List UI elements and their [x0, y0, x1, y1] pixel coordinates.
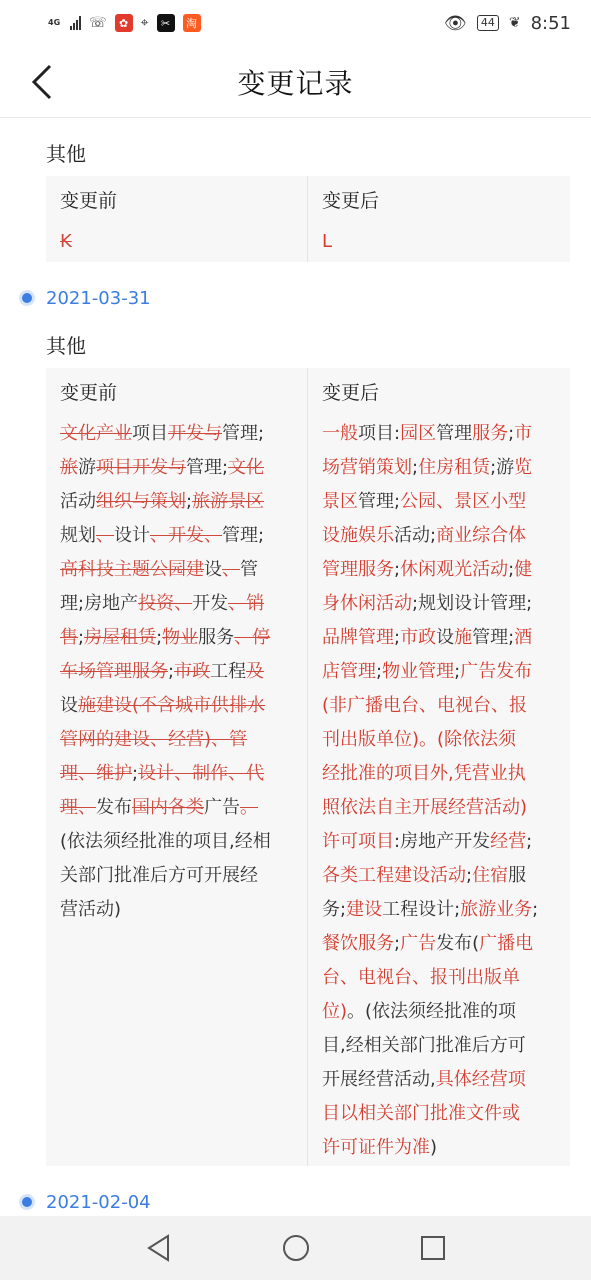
capcut-icon: ✂ [157, 14, 175, 32]
text-line [60, 587, 293, 621]
unchanged-text: 广告 [204, 797, 240, 818]
text-line [322, 723, 556, 757]
unchanged-text: 理;房地产 [60, 593, 139, 614]
deleted-text: 物业 [162, 627, 199, 648]
deleted-text: 设计、制作、代 [138, 763, 265, 784]
text-line [322, 417, 556, 451]
before-text [60, 417, 293, 927]
page-title: 变更记录 [237, 66, 354, 100]
text-line [322, 485, 556, 519]
unchanged-text: 规划 [60, 525, 96, 546]
unchanged-text: ; [532, 899, 539, 920]
status-icons-right [444, 13, 571, 34]
network-type-label: 4G [48, 18, 61, 27]
after-text [322, 417, 556, 1165]
before-header: 变更前 [60, 190, 118, 212]
record-date: 2021-03-31 [46, 288, 151, 309]
added-text: 经批准的项目外,凭营业执 [322, 763, 526, 784]
text-line [322, 1029, 556, 1063]
text-line [322, 1097, 556, 1131]
deleted-text: 、 [222, 559, 240, 580]
before-column [46, 176, 308, 262]
change-table [46, 176, 570, 262]
nav-home-button[interactable] [276, 1228, 316, 1268]
unchanged-text: 管理; [472, 627, 515, 648]
unchanged-text: ; [508, 423, 515, 444]
unchanged-text: 服 [508, 865, 527, 886]
text-line [60, 757, 293, 791]
square-recents-icon [420, 1235, 446, 1261]
text-line [322, 451, 556, 485]
unchanged-text: 服务 [198, 627, 235, 648]
deleted-text: 。 [240, 797, 258, 818]
text-line [60, 553, 293, 587]
added-text: 服务 [472, 423, 509, 444]
unchanged-text: ; [394, 627, 401, 648]
after-column [308, 176, 570, 262]
timeline-dot [22, 1197, 32, 1207]
unchanged-text: ; [394, 559, 401, 580]
change-table [46, 368, 570, 1166]
added-text: 住宿 [472, 865, 509, 886]
system-nav-bar [0, 1216, 591, 1280]
text-line [322, 1063, 556, 1097]
unchanged-text: :房地产开发 [394, 831, 491, 852]
clock-time: 8:51 [530, 12, 571, 34]
text-line [60, 621, 293, 655]
added-text: 许可证件为准 [322, 1137, 430, 1158]
unchanged-text: 开展经营活动, [322, 1069, 436, 1090]
status-bar [0, 0, 591, 46]
unchanged-text: 发布 [96, 797, 132, 818]
eye-comfort-icon: 👁 [443, 12, 467, 34]
unchanged-text: ; [466, 865, 473, 886]
unchanged-text: 开发 [192, 593, 229, 614]
deleted-text: 售 [60, 627, 78, 648]
unchanged-text: 设 [204, 559, 222, 580]
deleted-text: 及 [246, 661, 265, 682]
added-text: 具体经营项 [435, 1069, 526, 1090]
unchanged-text: ; [78, 627, 85, 648]
unchanged-text: 管理; [222, 423, 265, 444]
unchanged-text: 设计 [114, 525, 150, 546]
deleted-text: 市政 [174, 661, 211, 682]
added-text: 公园、景区小型 [400, 491, 527, 512]
added-text: 店管理 [322, 661, 376, 682]
added-text: 市政 [400, 627, 437, 648]
text-line [60, 451, 293, 485]
deleted-text: 高科技主题公园建 [60, 559, 204, 580]
text-line [322, 621, 556, 655]
circle-home-icon [282, 1234, 310, 1262]
nav-recents-button[interactable] [413, 1228, 453, 1268]
triangle-back-icon [146, 1234, 172, 1262]
added-text: 广播电 [479, 933, 534, 954]
unchanged-text: 设 [60, 695, 78, 716]
app-header [0, 46, 591, 118]
text-line [322, 519, 556, 553]
deleted-text: 管网的建设、经营)、管 [60, 729, 248, 750]
unchanged-text: 管理; [358, 491, 401, 512]
after-header: 变更后 [322, 382, 380, 404]
deleted-text: 、停 [234, 627, 271, 648]
deleted-text: 开发与 [168, 423, 222, 444]
added-text: (非广播电台、电视台、报 [322, 695, 528, 716]
added-text: 餐饮服务 [322, 933, 394, 954]
added-text: 品牌管理 [322, 627, 394, 648]
added-text: 管理服务 [322, 559, 394, 580]
unchanged-text: 管 [240, 559, 258, 580]
deleted-text: 、 [96, 525, 114, 546]
added-text: 广告发布 [460, 661, 533, 682]
unchanged-text: ; [156, 627, 163, 648]
record-category: 其他 [46, 142, 86, 166]
before-column [46, 368, 308, 1166]
unchanged-text: 项目: [358, 423, 401, 444]
unchanged-text: 管理 [436, 423, 473, 444]
deleted-text: 组织与策划 [96, 491, 186, 512]
unchanged-text: (依法须经批准的项目,经相 [60, 831, 271, 852]
added-text: 位) [322, 1001, 348, 1022]
unchanged-text: 工程 [210, 661, 247, 682]
after-value: L [322, 231, 333, 252]
unchanged-text: 活动 [60, 491, 96, 512]
text-line [60, 825, 293, 859]
added-text: 景区 [322, 491, 358, 512]
after-header: 变更后 [322, 190, 380, 212]
deleted-text: 旅游景区 [192, 491, 265, 512]
deleted-text: 国内各类 [132, 797, 204, 818]
unchanged-text: 游 [78, 457, 96, 478]
deleted-text: 房屋租赁 [84, 627, 157, 648]
text-line [322, 587, 556, 621]
added-text: 设施娱乐 [322, 525, 394, 546]
text-line [322, 757, 556, 791]
unchanged-text: ; [454, 661, 461, 682]
added-text: 许可项目 [322, 831, 394, 852]
text-line [60, 893, 293, 927]
unchanged-text: 活动; [394, 525, 437, 546]
added-text: 施 [454, 627, 473, 648]
added-text: 刊出版单位)。(除依法须 [322, 729, 517, 750]
added-text: 旅游业务 [460, 899, 533, 920]
taobao-icon: 淘 [183, 14, 201, 32]
deleted-text: 施建设(不含城市供排水 [78, 695, 266, 716]
deleted-text: 车场管理服务 [60, 661, 168, 682]
text-line [322, 927, 556, 961]
text-line [60, 689, 293, 723]
unchanged-text: ;规划设计管理; [412, 593, 533, 614]
unchanged-text: 目,经相关部门批准后方可 [322, 1035, 526, 1056]
added-text: 一般 [322, 423, 358, 444]
added-text: 休闲观光活动 [400, 559, 509, 580]
unchanged-text: ; [526, 831, 533, 852]
record-date: 2021-02-04 [46, 1192, 151, 1213]
unchanged-text: ; [186, 491, 193, 512]
text-line [60, 859, 293, 893]
added-text: 照依法自主开展经营活动) [322, 797, 528, 818]
unchanged-text: ; [132, 763, 139, 784]
added-text: 建设 [346, 899, 383, 920]
text-line [60, 723, 293, 757]
change-record-list[interactable] [0, 118, 591, 1216]
added-text: 园区 [400, 423, 437, 444]
unchanged-text: 关部门批准后方可开展经 [60, 865, 258, 886]
unchanged-text: 管理; [222, 525, 265, 546]
added-text: 身休闲活动 [322, 593, 412, 614]
text-line [322, 859, 556, 893]
deleted-text: 理、维护 [60, 763, 132, 784]
back-arrow-icon[interactable] [30, 64, 58, 100]
unchanged-text: ; [168, 661, 175, 682]
unchanged-text: 设 [436, 627, 455, 648]
deleted-text: 文化产业 [60, 423, 132, 444]
text-line [322, 995, 556, 1029]
deleted-text: 项目开发与 [96, 457, 186, 478]
app-notification-icon: ✿ [115, 14, 133, 32]
deleted-text: 旅 [60, 457, 78, 478]
battery-icon: 44 [477, 15, 499, 31]
missed-call-icon: ☏ [89, 15, 107, 31]
unchanged-text: ;游 [490, 457, 515, 478]
deleted-text: 、销 [228, 593, 265, 614]
deleted-text: 投资、 [138, 593, 193, 614]
added-text: 酒 [514, 627, 533, 648]
unchanged-text: 管理; [186, 457, 229, 478]
record-category: 其他 [46, 334, 86, 358]
text-line [322, 655, 556, 689]
unchanged-text: ; [394, 933, 401, 954]
added-text: 场营销策划 [322, 457, 412, 478]
added-text: 商业综合体 [436, 525, 527, 546]
text-line [322, 893, 556, 927]
text-line [60, 791, 293, 825]
added-text: 广告 [400, 933, 437, 954]
signal-icon [70, 16, 81, 30]
status-icons-left [48, 14, 201, 32]
deleted-text: 文化 [228, 457, 265, 478]
text-line [322, 689, 556, 723]
text-line [60, 417, 293, 451]
text-line [322, 791, 556, 825]
unchanged-text: 项目 [132, 423, 168, 444]
unchanged-text: 。(依法须经批准的项 [347, 1001, 517, 1022]
added-text: 览 [514, 457, 533, 478]
unchanged-text: ; [412, 457, 419, 478]
unchanged-text: 发布( [436, 933, 480, 954]
text-line [322, 825, 556, 859]
location-icon: ⌖ [140, 15, 149, 31]
unchanged-text: 工程设计; [382, 899, 461, 920]
added-text: 目以相关部门批准文件或 [322, 1103, 520, 1124]
deleted-text: 、开发、 [150, 525, 222, 546]
added-text: 住房租赁 [418, 457, 491, 478]
nav-back-button[interactable] [139, 1228, 179, 1268]
before-header: 变更前 [60, 382, 118, 404]
added-text: 市 [514, 423, 533, 444]
text-line [322, 961, 556, 995]
unchanged-text: ; [508, 559, 515, 580]
text-line [322, 553, 556, 587]
unchanged-text: 务; [322, 899, 347, 920]
before-value: K [60, 231, 72, 252]
unchanged-text: ) [430, 1137, 438, 1158]
text-line [322, 1131, 556, 1165]
added-text: 物业管理 [382, 661, 455, 682]
added-text: 健 [514, 559, 533, 580]
added-text: 各类工程建设活动 [322, 865, 466, 886]
deleted-text: 理、 [60, 797, 96, 818]
timeline-dot [22, 293, 32, 303]
text-line [60, 655, 293, 689]
text-line [60, 519, 293, 553]
text-line [60, 485, 293, 519]
after-column [308, 368, 570, 1166]
added-text: 台、电视台、报刊出版单 [322, 967, 520, 988]
unchanged-text: 营活动) [60, 899, 122, 920]
unchanged-text: ; [376, 661, 383, 682]
added-text: 经营 [490, 831, 527, 852]
leaf-icon: ❦ [508, 15, 521, 31]
